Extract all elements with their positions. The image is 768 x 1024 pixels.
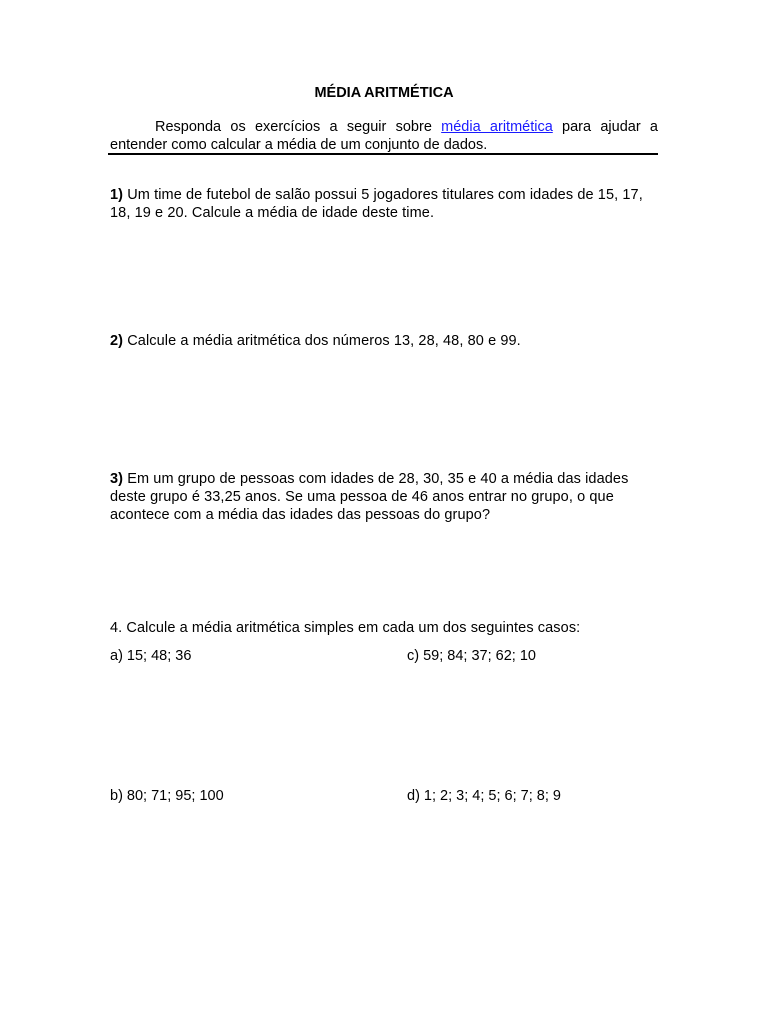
question-1 [110,186,658,222]
question-4-prompt: 4. Calcule a média aritmética simples em cada um dos seguintes casos: [110,620,581,636]
media-aritmetica-link[interactable]: média aritmética [441,119,553,135]
question-2-text: Calcule a média aritmética dos números 13, 28, 48, 80 e 99. [123,333,521,349]
question-2 [110,332,658,350]
question-3-text: Em um grupo de pessoas com idades de 28, 30, 35 e 40 a média das idades deste grupo é 33,25 anos. Se uma pessoa de 46 anos entrar no grupo, o que acontece com a média das idades das pessoas do grupo? [110,471,629,523]
page-title: MÉDIA ARITMÉTICA [314,85,454,101]
question-4-item-b: b) 80; 71; 95; 100 [110,788,224,804]
question-4-item-a: a) 15; 48; 36 [110,648,192,664]
intro-text-before: Responda os exercícios a seguir sobre [155,119,442,135]
intro-paragraph [110,118,658,154]
question-3 [110,470,658,524]
question-3-number: 3) [110,471,124,487]
question-1-text: Um time de futebol de salão possui 5 jogadores titulares com idades de 15, 17, 18, 19 e 20. Calcule a média de idade deste time. [110,187,643,221]
question-4-item-c: c) 59; 84; 37; 62; 10 [407,648,536,664]
divider-line [108,153,658,155]
question-2-number: 2) [110,333,124,349]
intro-text-after: para ajudar a entender como calcular a média de um conjunto de dados. [110,119,658,153]
question-1-number: 1) [110,187,124,203]
question-4-item-d: d) 1; 2; 3; 4; 5; 6; 7; 8; 9 [407,788,561,804]
